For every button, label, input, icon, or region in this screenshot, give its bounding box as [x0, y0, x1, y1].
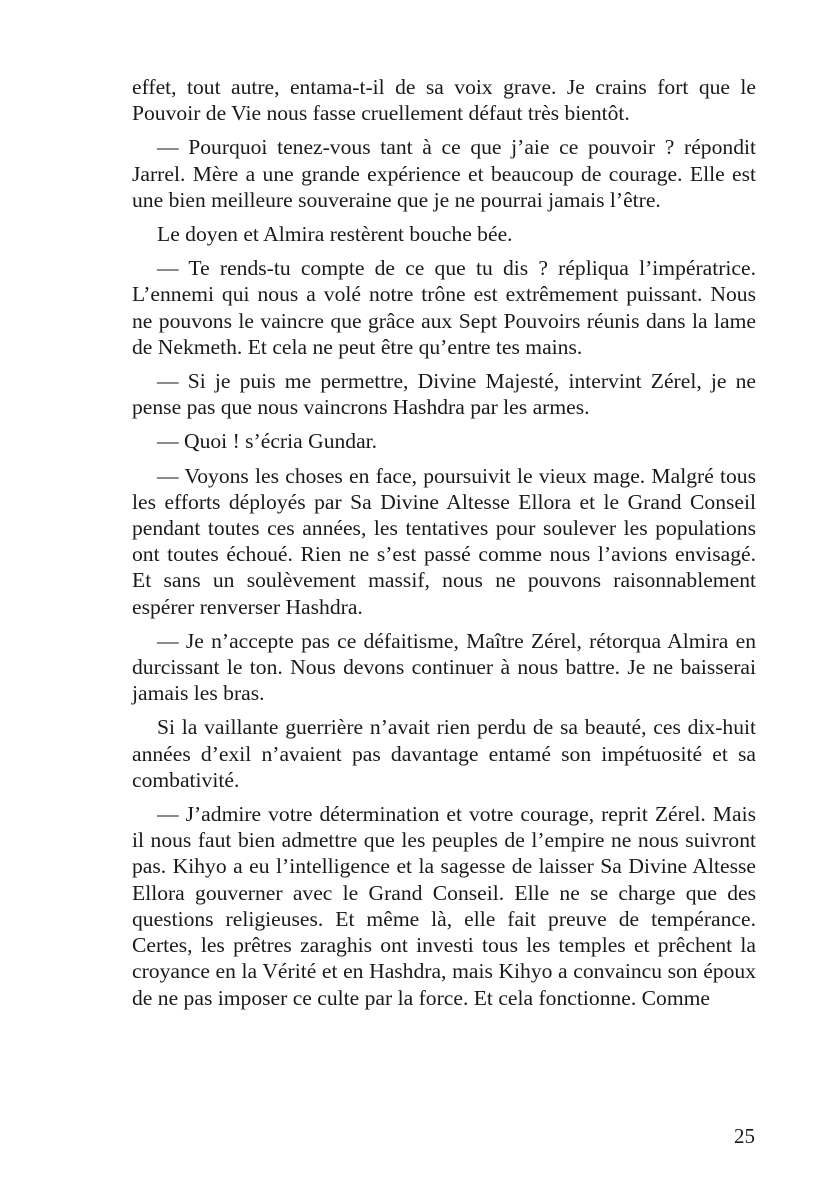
paragraph: — Quoi ! s’écria Gundar.: [157, 429, 378, 454]
paragraph: Si la vaillante guerrière n’avait rien perdu de sa beauté, ces dix-huit années d’exil n’avaient pas davantage entamé son impétuosité et sa combativité.: [132, 715, 756, 792]
page-number: 25: [734, 1124, 755, 1148]
paragraph: — Je n’accepte pas ce défaitisme, Maître Zérel, rétorqua Almira en durcissant le ton. Nous devons continuer à nous battre. Je ne baisserai jamais les bras.: [132, 628, 756, 706]
paragraph: — J’admire votre détermination et votre courage, reprit Zérel. Mais il nous faut bien admettre que les peuples de l’empire ne nous suivront pas. Kihyo a eu l’intelligence et la sagesse de laisser Sa Divine Altesse Ellora gouverner avec le Grand Conseil. Elle ne se charge que des questions religieuses. Et même là, elle fait preuve de tempérance. Certes, les prêtres zaraghis ont investi tous les temples et prêchent la croyance en la Vérité et en Hashdra, mais Kihyo a convaincu son époux de ne pas imposer ce culte par la force. Et cela fonctionne. Comme: [132, 802, 756, 1010]
paragraph: Le doyen et Almira restèrent bouche bée.: [157, 222, 513, 247]
paragraph: effet, tout autre, entama-t-il de sa voix grave. Je crains fort que le Pouvoir de Vie nous fasse cruellement défaut très bientôt.: [132, 75, 756, 126]
paragraph: — Si je puis me permettre, Divine Majesté, intervint Zérel, je ne pense pas que nous vaincrons Hashdra par les armes.: [132, 369, 756, 420]
paragraph: — Voyons les choses en face, poursuivit le vieux mage. Malgré tous les efforts déployés par Sa Divine Altesse Ellora et le Grand Conseil pendant toutes ces années, les tentatives pour soulever les populations ont toutes échoué. Rien ne s’est passé comme nous l’avions envisagé. Et sans un soulèvement massif, nous ne pouvons raisonnablement espérer renverser Hashdra.: [132, 463, 756, 619]
paragraph: — Te rends-tu compte de ce que tu dis ? répliqua l’impératrice. L’ennemi qui nous a volé notre trône est extrêmement puissant. Nous ne pouvons le vaincre que grâce aux Sept Pouvoirs réunis dans la lame de Nekmeth. Et cela ne peut être qu’entre tes mains.: [132, 256, 756, 359]
paragraph: — Pourquoi tenez-vous tant à ce que j’aie ce pouvoir ? répondit Jarrel. Mère a une grande expérience et beaucoup de courage. Elle est une bien meilleure souveraine que je ne pourrai jamais l’être.: [132, 135, 756, 212]
body-text: [132, 74, 756, 1019]
